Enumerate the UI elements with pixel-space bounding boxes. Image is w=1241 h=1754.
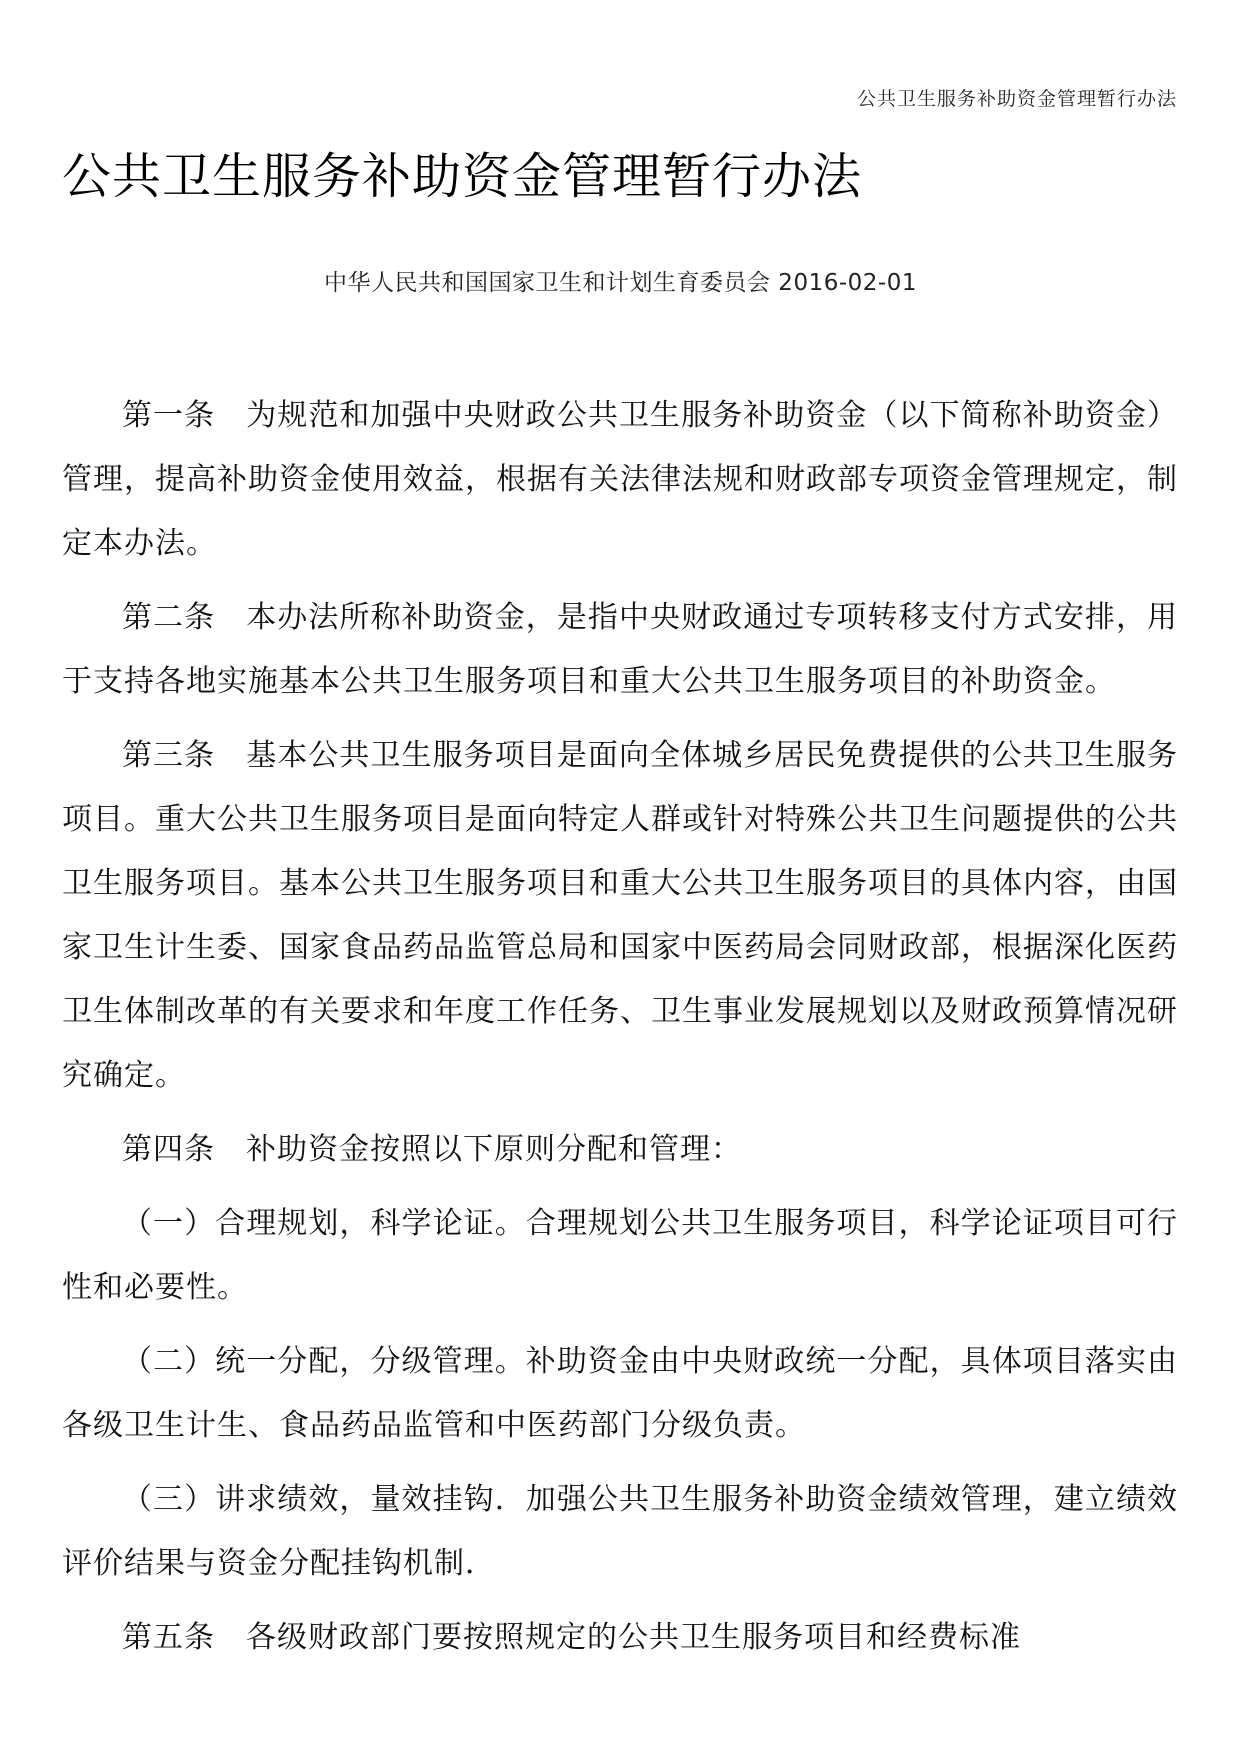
- article-1-paragraph: 第一条 为规范和加强中央财政公共卫生服务补助资金（以下简称补助资金）管理，提高补助资金使用效益，根据有关法律法规和财政部专项资金管理规定，制定本办法。: [62, 398, 1178, 561]
- article-4-item-3: （三）讲求绩效，量效挂钩．加强公共卫生服务补助资金绩效管理，建立绩效评价结果与资金分配挂钩机制．: [62, 1482, 1178, 1581]
- article-3-paragraph: 第三条 基本公共卫生服务项目是面向全体城乡居民免费提供的公共卫生服务项目。重大公共卫生服务项目是面向特定人群或针对特殊公共卫生问题提供的公共卫生服务项目。基本公共卫生服务项目和重大公共卫生服务项目的具体内容，由国家卫生计生委、国家食品药品监管总局和国家中医药局会同财政部，根据深化医药卫生体制改革的有关要求和年度工作任务、卫生事业发展规划以及财政预算情况研究确定。: [62, 738, 1178, 1093]
- article-4-item-2: （二）统一分配，分级管理。补助资金由中央财政统一分配，具体项目落实由各级卫生计生、食品药品监管和中医药部门分级负责。: [62, 1344, 1178, 1443]
- running-header: 公共卫生服务补助资金管理暂行办法: [856, 88, 1177, 110]
- article-2-paragraph: 第二条 本办法所称补助资金，是指中央财政通过专项转移支付方式安排，用于支持各地实施基本公共卫生服务项目和重大公共卫生服务项目的补助资金。: [62, 600, 1178, 699]
- document-body: [62, 384, 1178, 1680]
- article-4-paragraph: 第四条 补助资金按照以下原则分配和管理：: [122, 1132, 742, 1167]
- document-title: 公共卫生服务补助资金管理暂行办法: [62, 148, 863, 205]
- article-5-paragraph: 第五条 各级财政部门要按照规定的公共卫生服务项目和经费标准: [122, 1620, 1021, 1655]
- article-4-item-1: （一）合理规划，科学论证。合理规划公共卫生服务项目，科学论证项目可行性和必要性。: [62, 1206, 1178, 1305]
- issuer-date-line: 中华人民共和国国家卫生和计划生育委员会 2016-02-01: [324, 270, 917, 296]
